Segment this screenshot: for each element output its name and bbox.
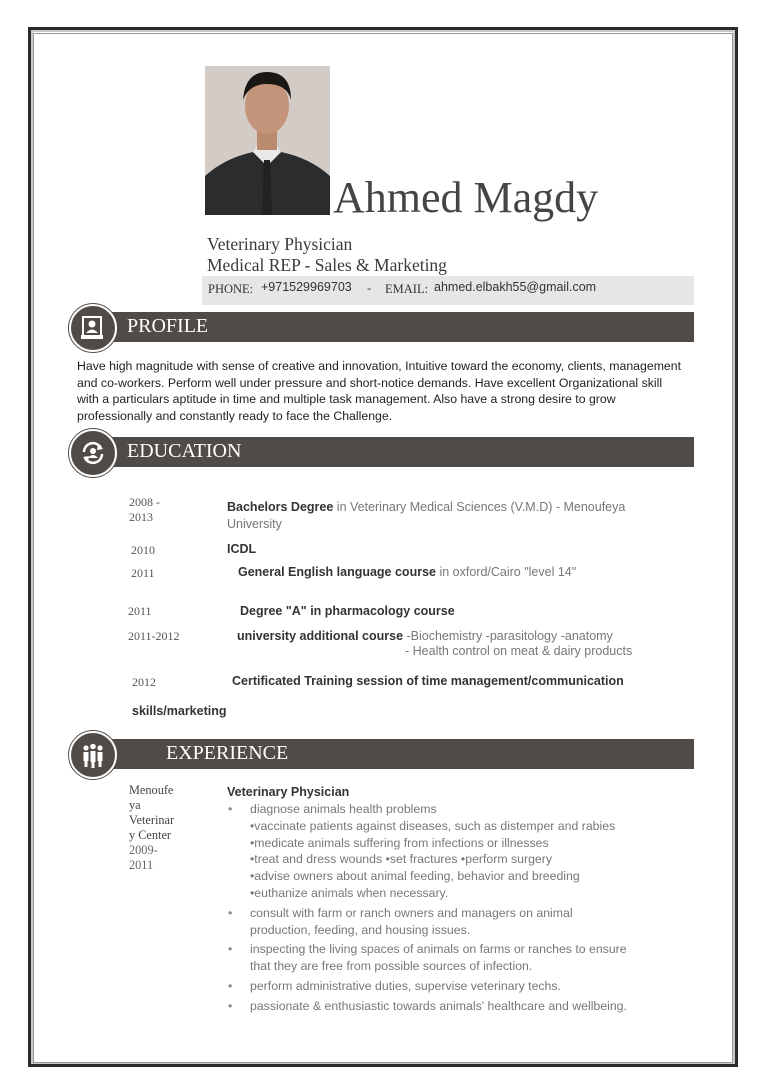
phone-value: +971529969703 bbox=[261, 280, 352, 294]
employer-line: ya bbox=[129, 798, 141, 812]
edu-year-4: 2011 bbox=[128, 604, 152, 618]
duty-line: •medicate animals suffering from infections or illnesses bbox=[250, 835, 549, 850]
edu-entry-4 bbox=[240, 603, 455, 619]
duty-line: •advise owners about animal feeding, behavior and breeding bbox=[250, 869, 580, 884]
graduation-refresh-icon bbox=[80, 440, 106, 466]
education-section-bar bbox=[90, 437, 694, 467]
duty-item bbox=[227, 801, 627, 902]
employer-line: y Center bbox=[129, 828, 172, 842]
duty-line: • consult with farm or ranch owners and managers on animal production, feeding, and housing issues. bbox=[250, 905, 573, 937]
edu-entry-6b bbox=[132, 703, 227, 719]
duty-line: • inspecting the living spaces of animals on farms or ranches to ensure that they are free from possible sources of infection. bbox=[250, 942, 627, 974]
duty-item bbox=[227, 998, 627, 1015]
education-heading: EDUCATION bbox=[127, 440, 242, 462]
profile-icon-circle bbox=[69, 304, 117, 352]
edu-entry-2 bbox=[227, 541, 256, 557]
edu-entry-1 bbox=[227, 499, 625, 515]
id-card-icon bbox=[80, 315, 106, 341]
experience-icon-circle bbox=[69, 731, 117, 779]
candidate-name: Ahmed Magdy bbox=[333, 173, 599, 222]
edu-year-6: 2012 bbox=[132, 675, 156, 689]
job-title-primary: Veterinary Physician bbox=[207, 234, 353, 254]
email-label: EMAIL: bbox=[385, 282, 429, 296]
contact-bar bbox=[202, 276, 694, 305]
experience-role: Veterinary Physician bbox=[227, 785, 350, 799]
edu-detail-5: -Biochemistry -parasitology -anatomy bbox=[403, 629, 613, 643]
edu-entry-3 bbox=[238, 564, 576, 580]
duty-line: • passionate & enthusiastic towards animals' healthcare and wellbeing. bbox=[250, 998, 627, 1013]
profile-section-bar bbox=[90, 312, 694, 342]
duty-line: •euthanize animals when necessary. bbox=[250, 885, 449, 900]
edu-detail-5b: - Health control on meat & dairy products bbox=[405, 644, 633, 658]
duty-item bbox=[227, 905, 627, 939]
contact-separator: - bbox=[367, 281, 372, 295]
job-title-secondary: Medical REP - Sales & Marketing bbox=[207, 255, 447, 275]
education-icon-circle bbox=[69, 429, 117, 477]
edu-entry-6 bbox=[232, 673, 624, 689]
profile-photo bbox=[205, 66, 330, 215]
employer-line: Veterinar bbox=[129, 813, 175, 827]
email-value[interactable]: ahmed.elbakh55@gmail.com bbox=[434, 280, 597, 294]
edu-detail-1: in Veterinary Medical Sciences (V.M.D) - Menoufeya bbox=[333, 500, 626, 514]
duty-line: • diagnose animals health problems bbox=[250, 802, 437, 816]
profile-summary: Have high magnitude with sense of creative and innovation, Intuitive toward the economy, clients, management and co-workers. Perform well under pressure and short-notice demands. Have excellent Organizational skill with a particulars aptitude in time and multiple task management. Also have a strong desire to grow professionally and constantly ready to face the Challenge. bbox=[77, 359, 682, 423]
experience-section-bar bbox=[90, 739, 694, 769]
duty-line: •vaccinate patients against diseases, such as distemper and rabies bbox=[250, 818, 616, 833]
edu-year-1b: 2013 bbox=[129, 510, 153, 524]
edu-degree-6: Certificated Training session of time management/communication bbox=[232, 674, 624, 688]
edu-year-2: 2010 bbox=[131, 543, 155, 557]
edu-detail-3: in oxford/Cairo "level 14" bbox=[435, 565, 577, 579]
edu-degree-5: university additional course bbox=[237, 629, 404, 643]
duties-list bbox=[227, 801, 627, 1018]
duty-line: • perform administrative duties, supervise veterinary techs. bbox=[250, 978, 561, 993]
edu-year-3: 2011 bbox=[131, 566, 155, 580]
edu-year-5: 2011-2012 bbox=[128, 629, 180, 643]
edu-degree-4: Degree "A" in pharmacology course bbox=[240, 604, 455, 618]
people-group-icon bbox=[80, 742, 106, 768]
edu-degree-3: General English language course bbox=[238, 565, 436, 579]
duty-line: •treat and dress wounds •set fractures •perform surgery bbox=[250, 852, 553, 867]
edu-degree-1: Bachelors Degree bbox=[227, 500, 334, 514]
duty-item bbox=[227, 978, 627, 995]
edu-detail-1b: University bbox=[227, 517, 282, 531]
edu-entry-5 bbox=[237, 628, 613, 644]
edu-year-1a: 2008 - bbox=[129, 495, 160, 509]
duty-item bbox=[227, 941, 627, 975]
employer-line: Menoufe bbox=[129, 783, 174, 797]
employment-years: 2011 bbox=[129, 858, 154, 872]
edu-degree-2: ICDL bbox=[227, 542, 257, 556]
experience-heading: EXPERIENCE bbox=[166, 742, 289, 764]
employment-years: 2009- bbox=[129, 843, 158, 857]
profile-heading: PROFILE bbox=[127, 315, 209, 337]
edu-degree-6b: skills/marketing bbox=[132, 704, 227, 718]
experience-employer bbox=[129, 783, 189, 873]
phone-label: PHONE: bbox=[208, 282, 254, 296]
